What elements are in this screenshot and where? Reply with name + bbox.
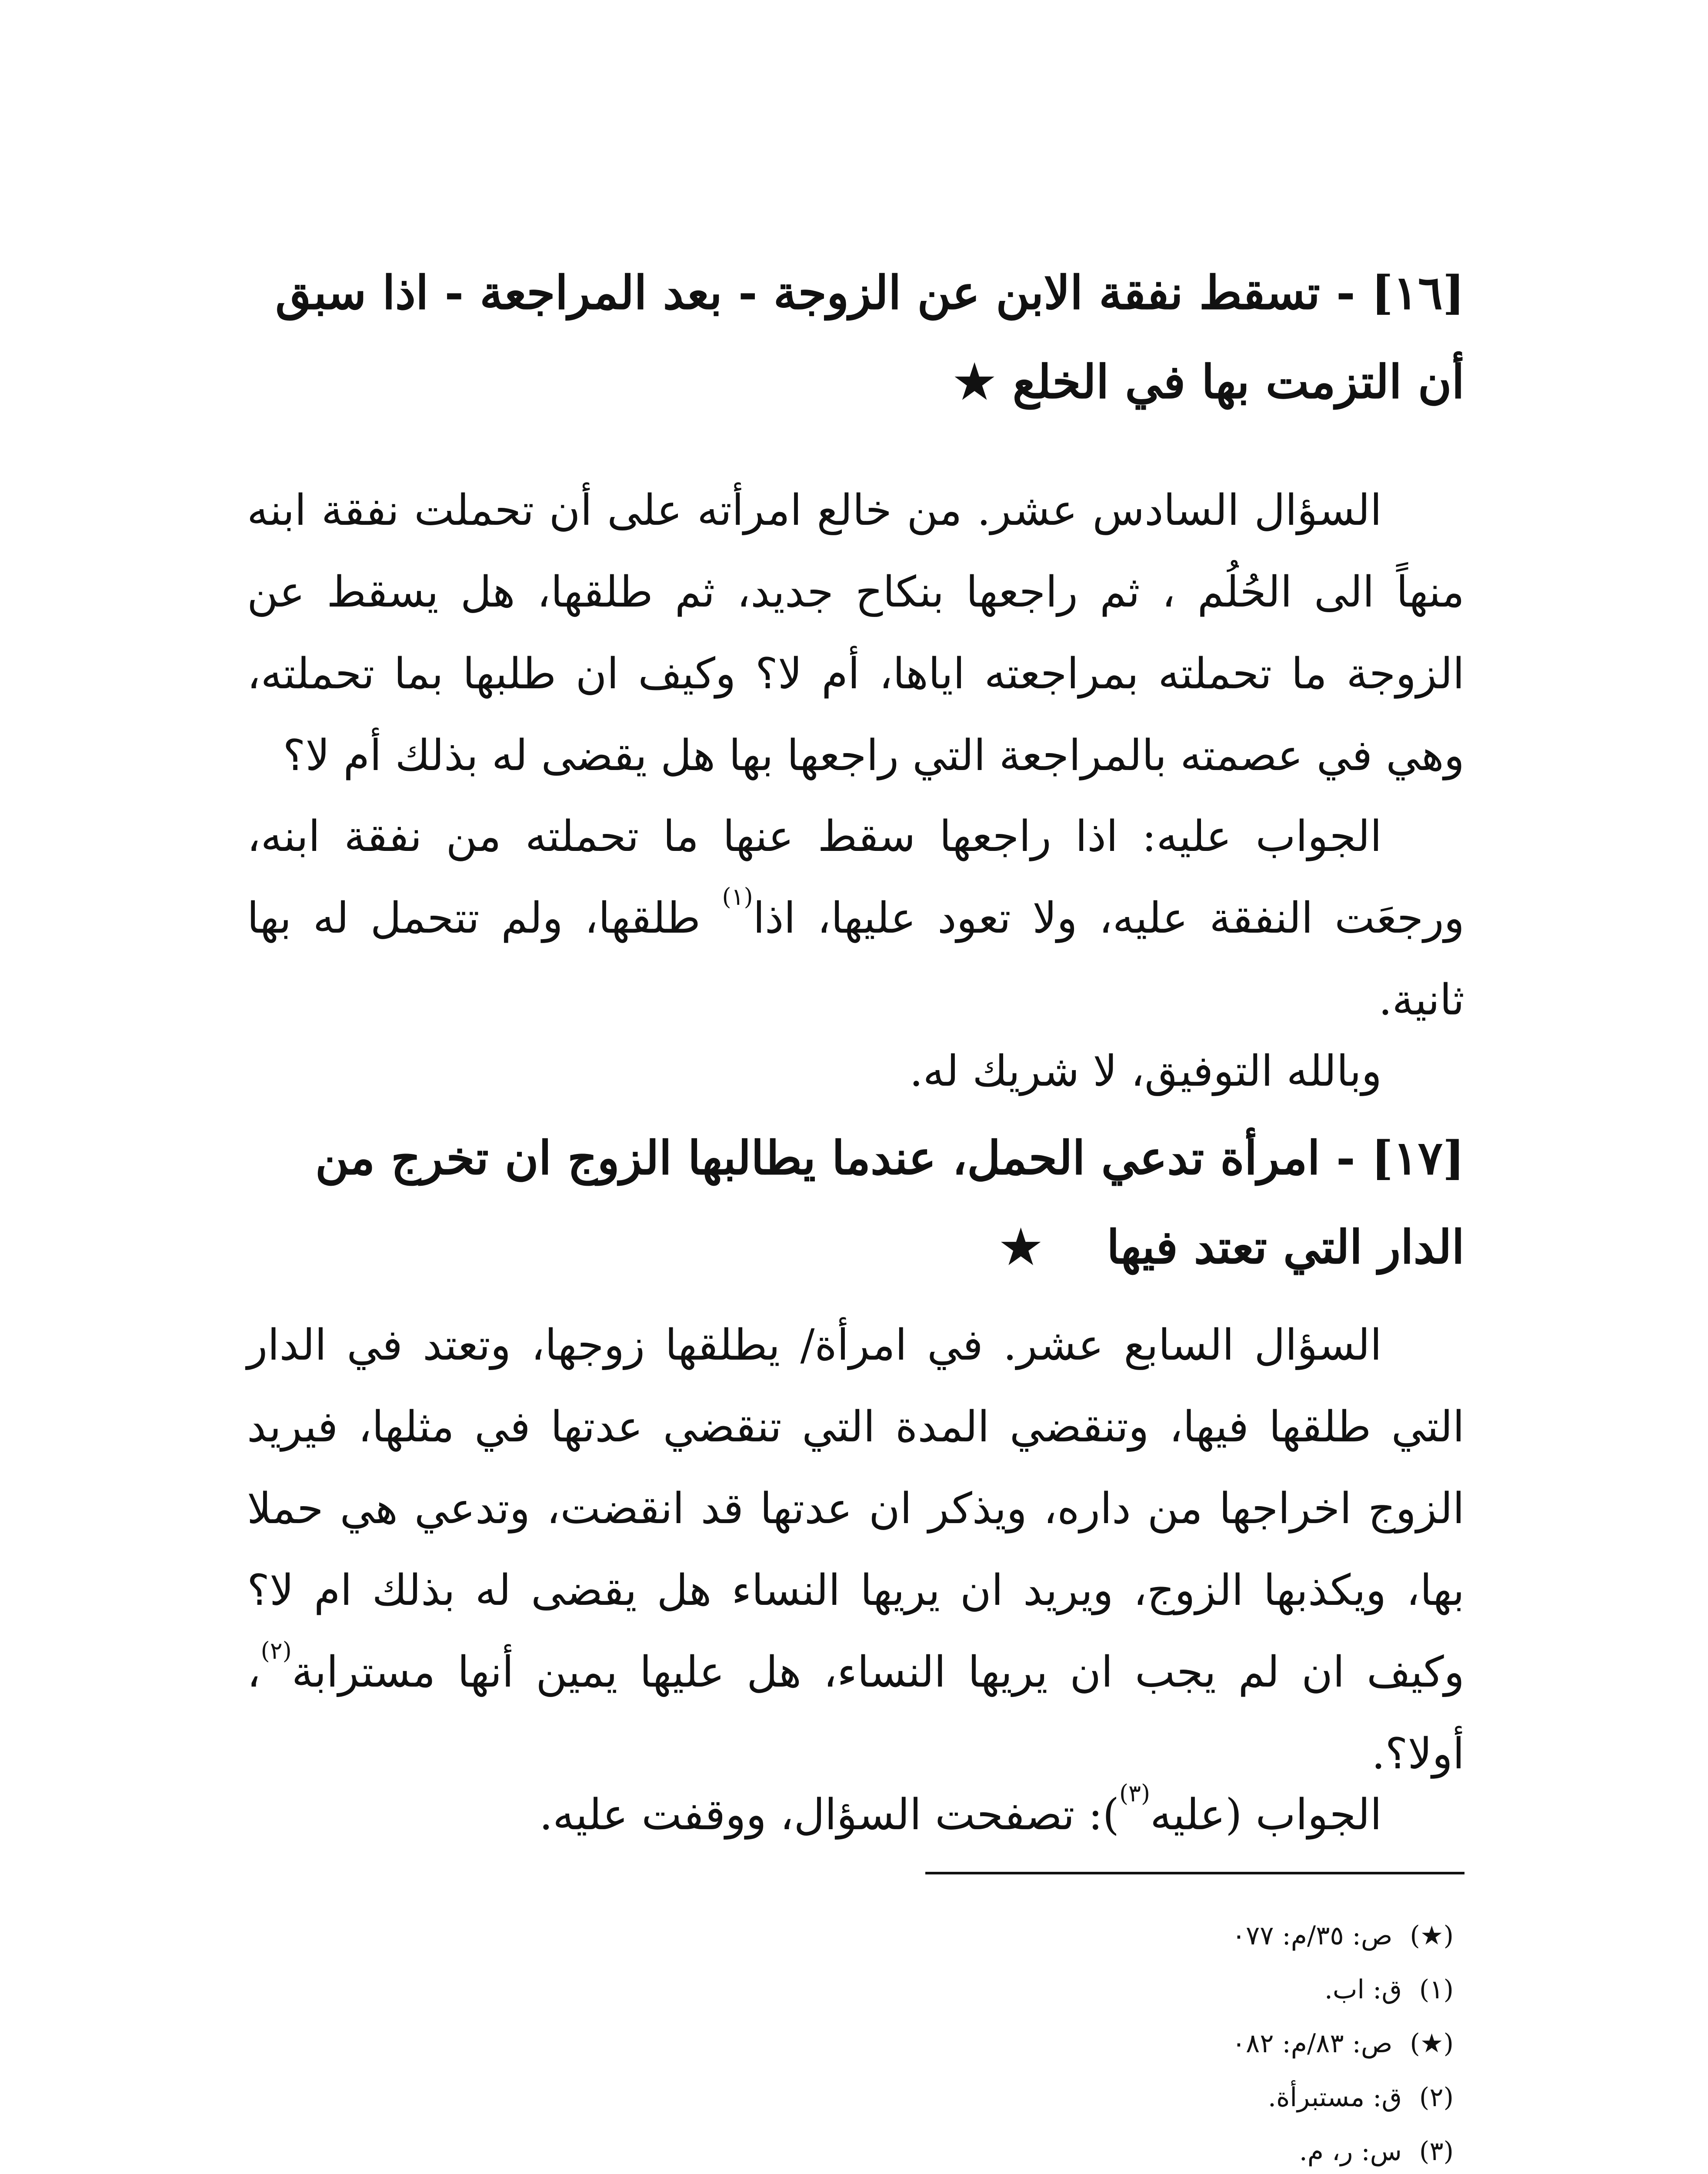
section-17-heading-line2-wrap: [247, 1202, 1464, 1291]
footnote-mark: (٣): [1419, 2136, 1454, 2167]
section-16-question: السؤال السادس عشر. من خالع امرأته على أن تحملت نفقة ابنه منهاً الى الحُلُم ، ثم راجعها بنكاح جديد، ثم طلقها، هل يسقط عن الزوجة ما تحملته بمراجعته اياها، أم لا؟ وكيف ان طلبها بما تحملته، وهي في عصمته بالمراجعة التي راجعها بها هل يقضى له بذلك أم لا؟: [247, 486, 1464, 780]
footnote-text: س: ر، م.: [1299, 2136, 1402, 2167]
section-16-heading-line1: [١٦] - تسقط نفقة الابن عن الزوجة - بعد المراجعة - اذا سبق: [275, 265, 1464, 320]
source-star-icon: ★: [954, 354, 995, 409]
footnote-item: [1232, 2017, 1454, 2071]
footnote-text: ص: ٨٣/م: ٠٨٢: [1231, 2028, 1393, 2059]
source-star-icon: ★: [1000, 1220, 1042, 1274]
section-16-closing: وبالله التوفيق، لا شريك له.: [909, 1047, 1382, 1096]
section-16-answer-text: الجواب عليه: اذا راجعها سقط عنها ما تحملته من نفقة ابنه، ورجعَت النفقة عليه، ولا تعود عليها، اذا: [247, 812, 1464, 943]
section-17-heading: [247, 1113, 1464, 1291]
footnotes: [1232, 1909, 1454, 2174]
section-17-heading-line2: الدار التي تعتد فيها: [1107, 1220, 1464, 1274]
section-17-question-tail: ، أولا؟.: [247, 1647, 1464, 1779]
footnote-item: [1232, 2124, 1454, 2174]
section-16-heading-line2: أن التزمت بها في الخلع: [1012, 354, 1464, 409]
footnote-item: [1232, 1963, 1454, 2017]
section-17-heading-line1: [١٧] - امرأة تدعي الحمل، عندما يطالبها الزوج ان تخرج من: [315, 1130, 1464, 1185]
footnote-item: [1232, 2071, 1454, 2124]
section-17-answer-tail: ): تصفحت السؤال، ووقفت عليه.: [539, 1790, 1119, 1840]
section-17-question-text: السؤال السابع عشر. في امرأة/ يطلقها زوجها، وتعتد في الدار التي طلقها فيها، وتنقضي المدة التي تنقضي عدتها في مثلها، فيريد الزوج اخراجها من داره، ويذكر ان عدتها قد انقضت، وتدعي هي حملا بها، ويكذبها الزوج، ويريد ان يريها النساء هل يقضى له بذلك ام لا؟ وكيف ان لم يجب ان يريها النساء، هل عليها يمين أنها مسترابة: [247, 1320, 1464, 1697]
footnote-text: ق: مستبرأة.: [1268, 2082, 1402, 2113]
section-17-question: [247, 1304, 1464, 1795]
footnote-text: ق: اب.: [1324, 1974, 1402, 2005]
section-16-heading-line2-wrap: [247, 337, 1464, 426]
section-16-heading: [247, 248, 1464, 426]
section-17-answer: [247, 1774, 1464, 1856]
footnote-mark: (★): [1410, 1921, 1454, 1951]
footnote-ref-2: (٢): [260, 1637, 292, 1665]
footnote-mark: (٢): [1419, 2082, 1454, 2113]
footnote-mark: (★): [1410, 2028, 1454, 2059]
footnote-ref-3: (٣): [1119, 1780, 1151, 1807]
footnote-ref-1: (١): [722, 883, 753, 911]
footnote-text: ص: ٣٥/م: ٠٧٧: [1231, 1921, 1393, 1951]
footnote-mark: (١): [1419, 1974, 1454, 2005]
footnote-item: [1232, 1909, 1454, 1963]
section-17-answer-text: الجواب (عليه: [1150, 1790, 1382, 1840]
footnote-divider: [925, 1872, 1464, 1874]
section-16-answer: [247, 796, 1464, 1041]
section-16-answer-tail: طلقها، ولم تتحمل له بها ثانية.: [247, 894, 1464, 1025]
